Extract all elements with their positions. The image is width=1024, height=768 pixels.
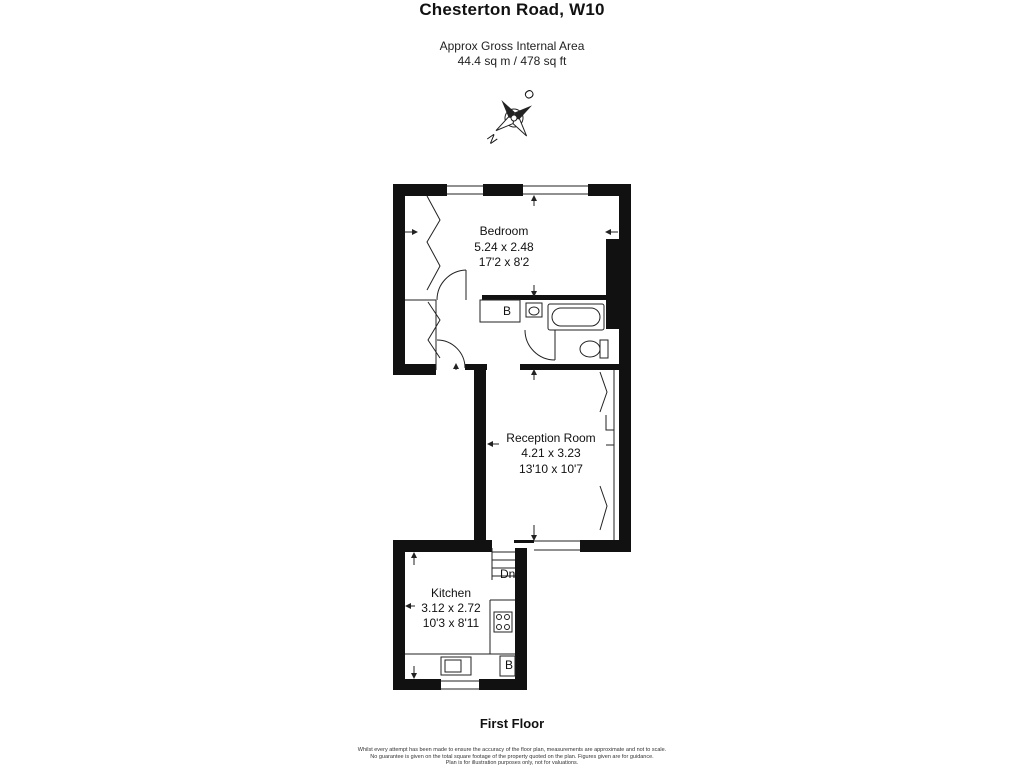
svg-text:3.12 x 2.72: 3.12 x 2.72 (421, 601, 481, 615)
svg-text:10'3 x 8'11: 10'3 x 8'11 (422, 616, 480, 630)
svg-text:Bedroom: Bedroom (479, 224, 529, 238)
gross-area-value: 44.4 sq m / 478 sq ft (457, 54, 567, 68)
svg-text:5.24 x 2.48: 5.24 x 2.48 (474, 240, 534, 254)
compass-north-letter: N (484, 131, 501, 147)
gross-area-label: Approx Gross Internal Area (439, 39, 585, 53)
svg-text:4.21 x 3.23: 4.21 x 3.23 (521, 446, 581, 460)
floor-name: First Floor (479, 716, 545, 731)
compass-top-letter: O (520, 86, 538, 103)
svg-text:13'10 x 10'7: 13'10 x 10'7 (519, 462, 583, 476)
boiler-label-kitchen: B (505, 658, 514, 672)
boiler-label-hall: B (503, 304, 512, 318)
disclaimer (0, 747, 1024, 767)
bedroom-label (474, 224, 534, 269)
disclaimer-line-3: Plan is for illustration purposes only, not for valuations. (445, 760, 579, 766)
svg-text:17'2 x 8'2: 17'2 x 8'2 (478, 255, 530, 269)
disclaimer-line-2: No guarantee is given on the total square footage of the property quoted on the plan. Figures given are for guidance. (370, 753, 654, 760)
svg-text:Kitchen: Kitchen (430, 586, 472, 600)
reception-room-label (506, 431, 595, 476)
svg-text:Reception Room: Reception Room (506, 431, 596, 445)
kitchen-label (421, 586, 481, 630)
page-title: Chesterton Road, W10 (419, 0, 605, 19)
disclaimer-line-1: Whilst every attempt has been made to ensure the accuracy of the floor plan, measurements are approximate and not to scale. (357, 747, 667, 753)
stairs-down-label: Dn (500, 567, 516, 581)
